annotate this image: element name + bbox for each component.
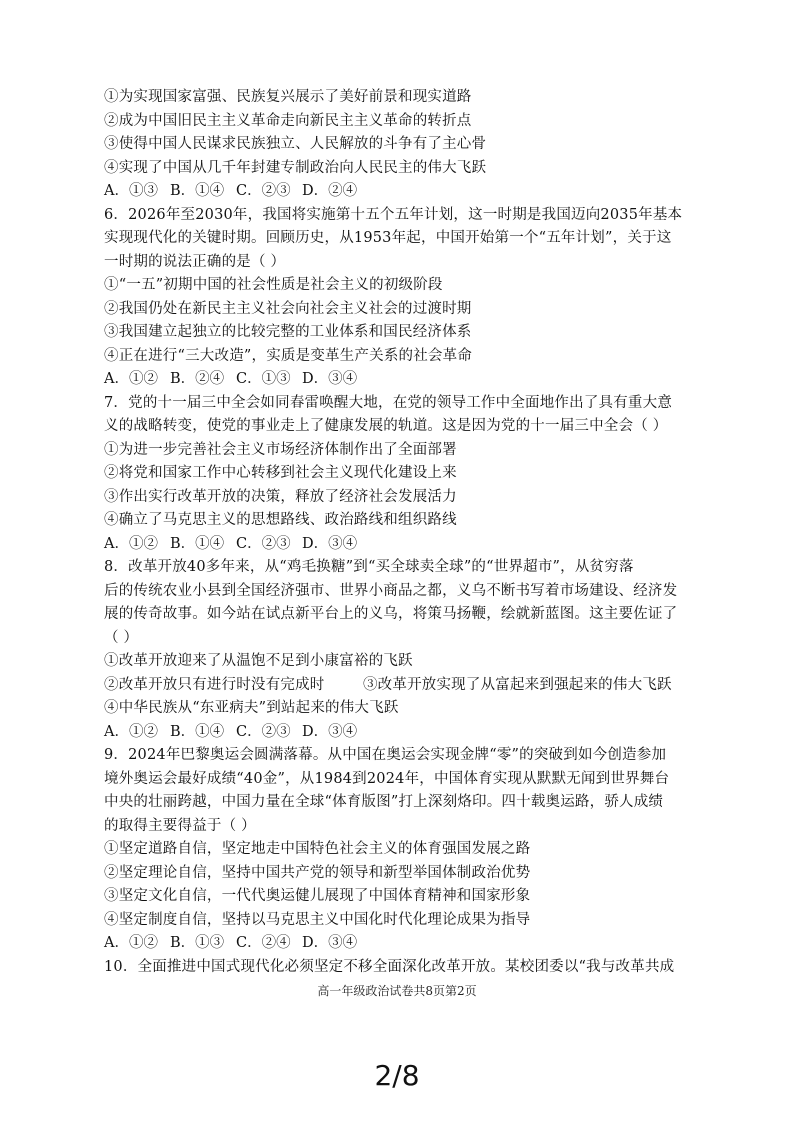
question-8 [104, 556, 686, 744]
question-6 [104, 204, 686, 392]
q6-stem-3: 一时期的说法正确的是（ ） [104, 253, 286, 270]
q6-item-3: ③我国建立起独立的比较完整的工业体系和国民经济体系 [104, 324, 472, 340]
q9-item-3: ③坚定文化自信，一代代奥运健儿展现了中国体育精神和国家形象 [104, 888, 531, 904]
q6-options [104, 368, 686, 392]
q5-item-4: ④实现了中国从几千年封建专制政治向人民民主的伟大飞跃 [104, 159, 487, 176]
q9-stem-4: 的取得主要得益于（ ） [104, 817, 256, 834]
q6-stem-2: 实现现代化的关键时期。回顾历史，从1953年起，中国开始第一个“五年计划”，关于这 [104, 230, 672, 246]
q9-item-2: ②坚定理论自信，坚持中国共产党的领导和新型举国体制政治优势 [104, 864, 531, 881]
q6-option-c: C．①③ [236, 371, 291, 387]
q7-option-c: C．②③ [236, 535, 291, 552]
q8-stem-2: 后的传统农业小县到全国经济强市、世界小商品之都，义乌不断书写着市场建设、经济发 [104, 582, 678, 599]
q8-option-b: B．①④ [170, 723, 225, 740]
q8-option-c: C．②③ [236, 723, 291, 740]
q7-item-4: ④确立了马克思主义的思想路线、政治路线和组织路线 [104, 512, 457, 528]
q9-option-b: B．①③ [170, 935, 225, 951]
q5-options [104, 180, 686, 204]
q5-option-c: C．②③ [236, 183, 291, 199]
q6-option-b: B．②④ [170, 371, 225, 387]
q9-option-d: D．③④ [302, 935, 358, 951]
q9-item-1: ①坚定道路自信，坚定地走中国特色社会主义的体育强国发展之路 [104, 841, 531, 857]
q7-option-d: D．③④ [302, 535, 358, 552]
q7-options [104, 533, 686, 557]
q5-option-b: B．①④ [170, 183, 225, 199]
q9-option-a: A．①② [104, 935, 158, 951]
q9-stem-2: 境外奥运会最好成绩“40金”，从1984到2024年，中国体育实现从默默无闻到世界舞台 [104, 770, 670, 787]
q7-item-2: ②将党和国家工作中心转移到社会主义现代化建设上来 [104, 465, 457, 481]
question-7 [104, 392, 686, 557]
q9-option-c: C．②④ [236, 935, 291, 951]
q6-item-4: ④正在进行“三大改造”，实质是变革生产关系的社会革命 [104, 347, 473, 364]
q9-options [104, 932, 686, 956]
q8-option-a: A．①② [104, 723, 158, 740]
q7-option-a: A．①② [104, 535, 158, 552]
q9-item-4: ④坚定制度自信，坚持以马克思主义中国化时代化理论成果为指导 [104, 911, 531, 928]
q6-option-d: D．③④ [302, 371, 358, 387]
q8-item-4: ④中华民族从“东亚病夫”到站起来的伟大飞跃 [104, 700, 399, 716]
q5-item-3: ③使得中国人民谋求民族独立、人民解放的斗争有了主心骨 [104, 136, 487, 152]
q7-item-1: ①为进一步完善社会主义市场经济体制作出了全面部署 [104, 441, 457, 458]
q8-stem-3: 展的传奇故事。如今站在试点新平台上的义乌，将策马扬鞭，绘就新蓝图。这主要佐证了 [104, 606, 678, 622]
q5-item-1: ①为实现国家富强、民族复兴展示了美好前景和现实道路 [104, 89, 472, 105]
page-indicator: 2/8 [374, 1059, 420, 1092]
q8-option-d: D．③④ [302, 723, 358, 740]
page-footer: 高一年级政治试卷共8页第2页 [317, 984, 477, 998]
question-9 [104, 744, 686, 956]
q6-stem-1: 6．2026年至2030年，我国将实施第十五个五年计划，这一时期是我国迈向2035年基本 [104, 206, 683, 223]
q7-stem-2: 义的战略转变，使党的事业走上了健康发展的轨道。这是因为党的十一届三中全会（ ） [104, 418, 668, 434]
q6-item-2: ②我国仍处在新民主主义社会向社会主义社会的过渡时期 [104, 300, 472, 317]
q6-item-1: ①“一五”初期中国的社会性质是社会主义的初级阶段 [104, 277, 443, 293]
q7-item-3: ③作出实行改革开放的决策，释放了经济社会发展活力 [104, 488, 457, 505]
q5-option-a: A．①③ [104, 183, 158, 199]
q5-option-d: D．②④ [302, 183, 358, 199]
q8-options [104, 721, 686, 745]
q8-item-2-3: ②改革开放只有进行时没有完成时 ③改革开放实现了从富起来到强起来的伟大飞跃 [104, 676, 672, 693]
q7-stem-1: 7．党的十一届三中全会如同春雷唤醒大地，在党的领导工作中全面地作出了具有重大意 [104, 394, 673, 411]
q5-item-2: ②成为中国旧民主主义革命走向新民主主义革命的转折点 [104, 112, 472, 129]
page-content [104, 86, 686, 979]
q9-stem-3: 中央的壮丽跨越，中国力量在全球“体育版图”打上深刻烙印。四十载奥运路，骄人成绩 [104, 794, 664, 810]
q9-stem-1: 9．2024年巴黎奥运会圆满落幕。从中国在奥运会实现金牌“零”的突破到如今创造参加 [104, 747, 667, 763]
q8-item-1: ①改革开放迎来了从温饱不足到小康富裕的飞跃 [104, 653, 413, 669]
q8-stem-4: （ ） [104, 629, 139, 646]
q7-option-b: B．①④ [170, 535, 225, 552]
question-10 [104, 956, 686, 980]
question-5-items [104, 86, 686, 180]
q10-stem-1: 10．全面推进中国式现代化必须坚定不移全面深化改革开放。某校团委以“我与改革共成 [104, 958, 675, 975]
q6-option-a: A．①② [104, 371, 158, 387]
q8-stem-1: 8．改革开放40多年来，从“鸡毛换糖”到“买全球卖全球”的“世界超市”，从贫穷落 [104, 559, 634, 575]
